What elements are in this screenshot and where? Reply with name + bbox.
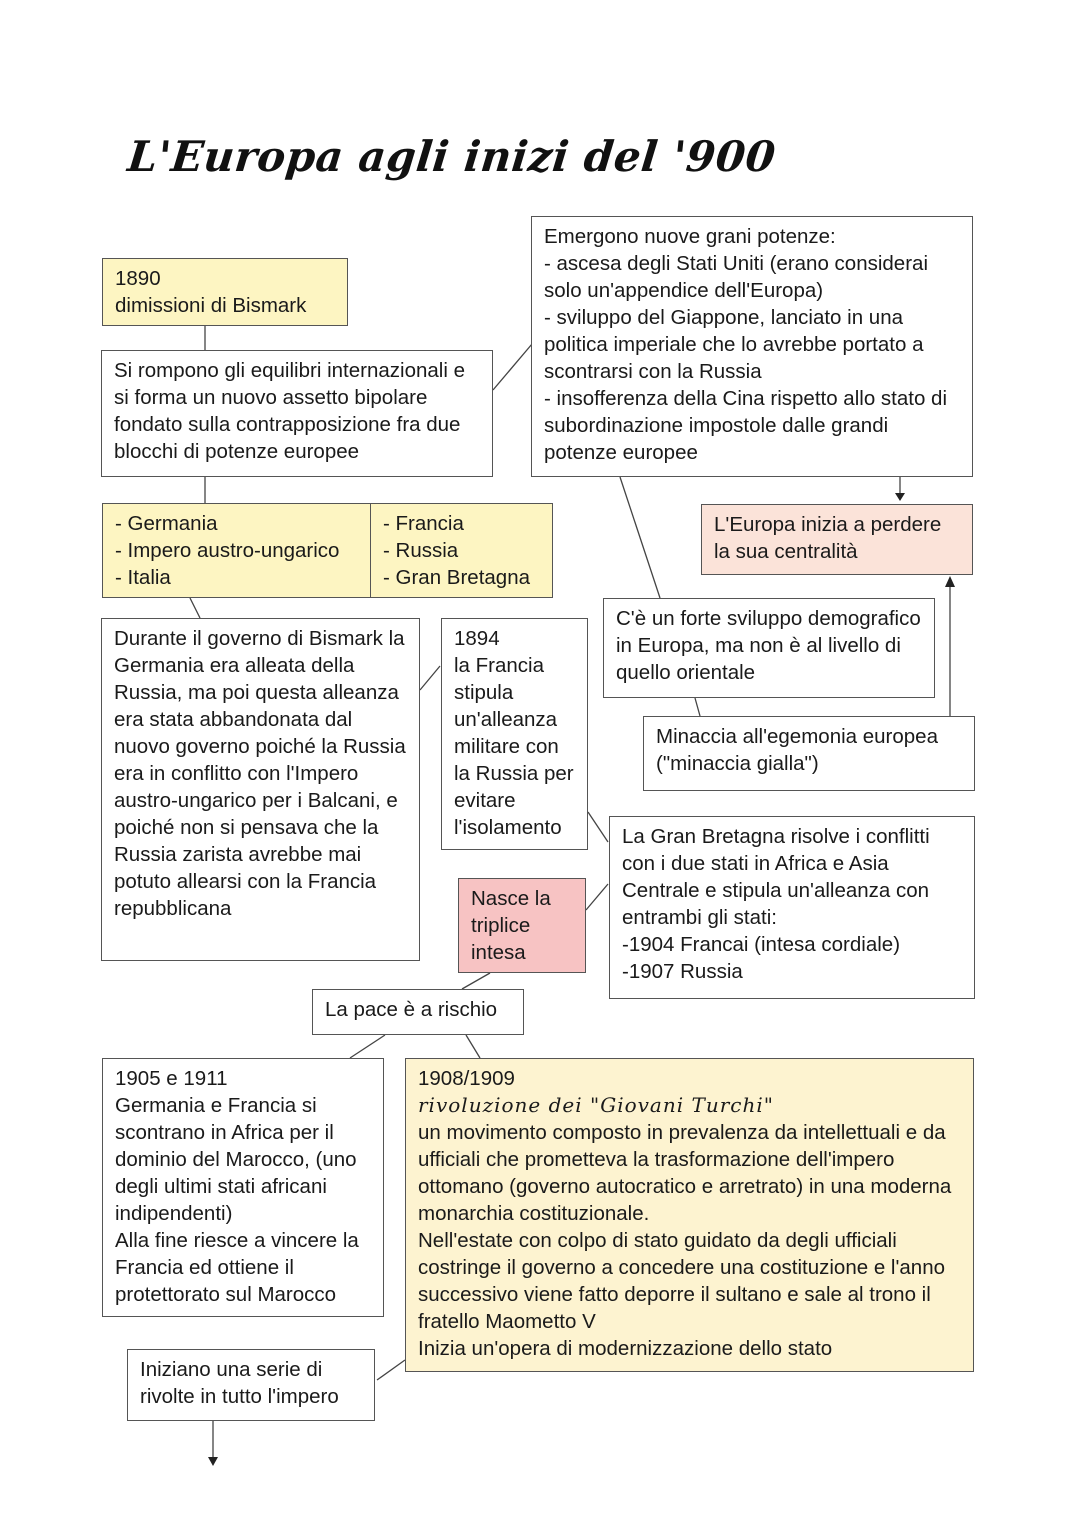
box-perdita-centralita: L'Europa inizia a perdere la sua centralità (701, 504, 973, 575)
box-minaccia-gialla: Minaccia all'egemonia europea ("minaccia gialla") (643, 716, 975, 791)
box-equilibri: Si rompono gli equilibri internazionali e si forma un nuovo assetto bipolare fondato sulla contrapposizione fra due blocchi di potenze europee (101, 350, 493, 477)
turchi-title: rivoluzione dei "Giovani Turchi" (418, 1093, 774, 1117)
box-1890-dimissioni: 1890 dimissioni di Bismark (102, 258, 348, 326)
box-triplice-intesa: Nasce la triplice intesa (458, 878, 586, 973)
box-sviluppo-demografico: C'è un forte sviluppo demografico in Europa, ma non è al livello di quello orientale (603, 598, 935, 698)
box-blocchi (102, 503, 553, 598)
box-marocco: 1905 e 1911 Germania e Francia si scontrano in Africa per il dominio del Marocco, (uno degli ultimi stati africani indipendenti) Alla fine riesce a vincere la Francia ed ottiene il protettorato sul Marocco (102, 1058, 384, 1317)
box-gran-bretagna: La Gran Bretagna risolve i conflitti con i due stati in Africa e Asia Centrale e stipula un'alleanza con entrambi gli stati: -1904 Francai (intesa cordiale) -1907 Russia (609, 816, 975, 999)
turchi-date: 1908/1909 (418, 1067, 515, 1090)
box-rivolte-impero: Iniziano una serie di rivolte in tutto l'impero (127, 1349, 375, 1421)
box-giovani-turchi (405, 1058, 974, 1372)
box-nuove-potenze: Emergono nuove grani potenze: - ascesa degli Stati Uniti (erano considerai solo un'appendice dell'Europa) - sviluppo del Giappone, lanciato in una politica imperiale che lo avrebbe portato a scontrarsi con la Russia - insofferenza della Cina rispetto allo stato di subordinazione impostole dalle grandi potenze europee (531, 216, 973, 477)
box-1894-alleanza: 1894 la Francia stipula un'alleanza militare con la Russia per evitare l'isolamento (441, 618, 588, 850)
box-bismark-alleanza: Durante il governo di Bismark la Germania era alleata della Russia, ma poi questa alleanza era stata abbandonata dal nuovo governo poiché la Russia era in conflitto con l'Impero austro-ungarico per i Balcani, e poiché non si pensava che la Russia zarista avrebbe mai potuto allearsi con la Francia repubblicana (101, 618, 420, 961)
blocco-triplice-intesa: - Francia - Russia - Gran Bretagna (383, 512, 530, 589)
page-title: L'Europa agli inizi del '900 (125, 132, 779, 181)
turchi-body: un movimento composto in prevalenza da intellettuali e da ufficiali che prometteva la trasformazione dell'impero ottomano (governo autocratico e arretrato) in una moderna monarchia costituzionale. Nell'estate con colpo di stato guidato da degli ufficiali costringe il governo a concedere una costituzione e l'anno successivo viene fatto deporre il sultano e sale al trono il fratello Maometto V Inizia un'opera di modernizzazione dello stato (418, 1121, 952, 1360)
blocco-triplice-alleanza: - Germania - Impero austro-ungarico - Italia (103, 504, 371, 597)
box-pace-a-rischio: La pace è a rischio (312, 989, 524, 1035)
